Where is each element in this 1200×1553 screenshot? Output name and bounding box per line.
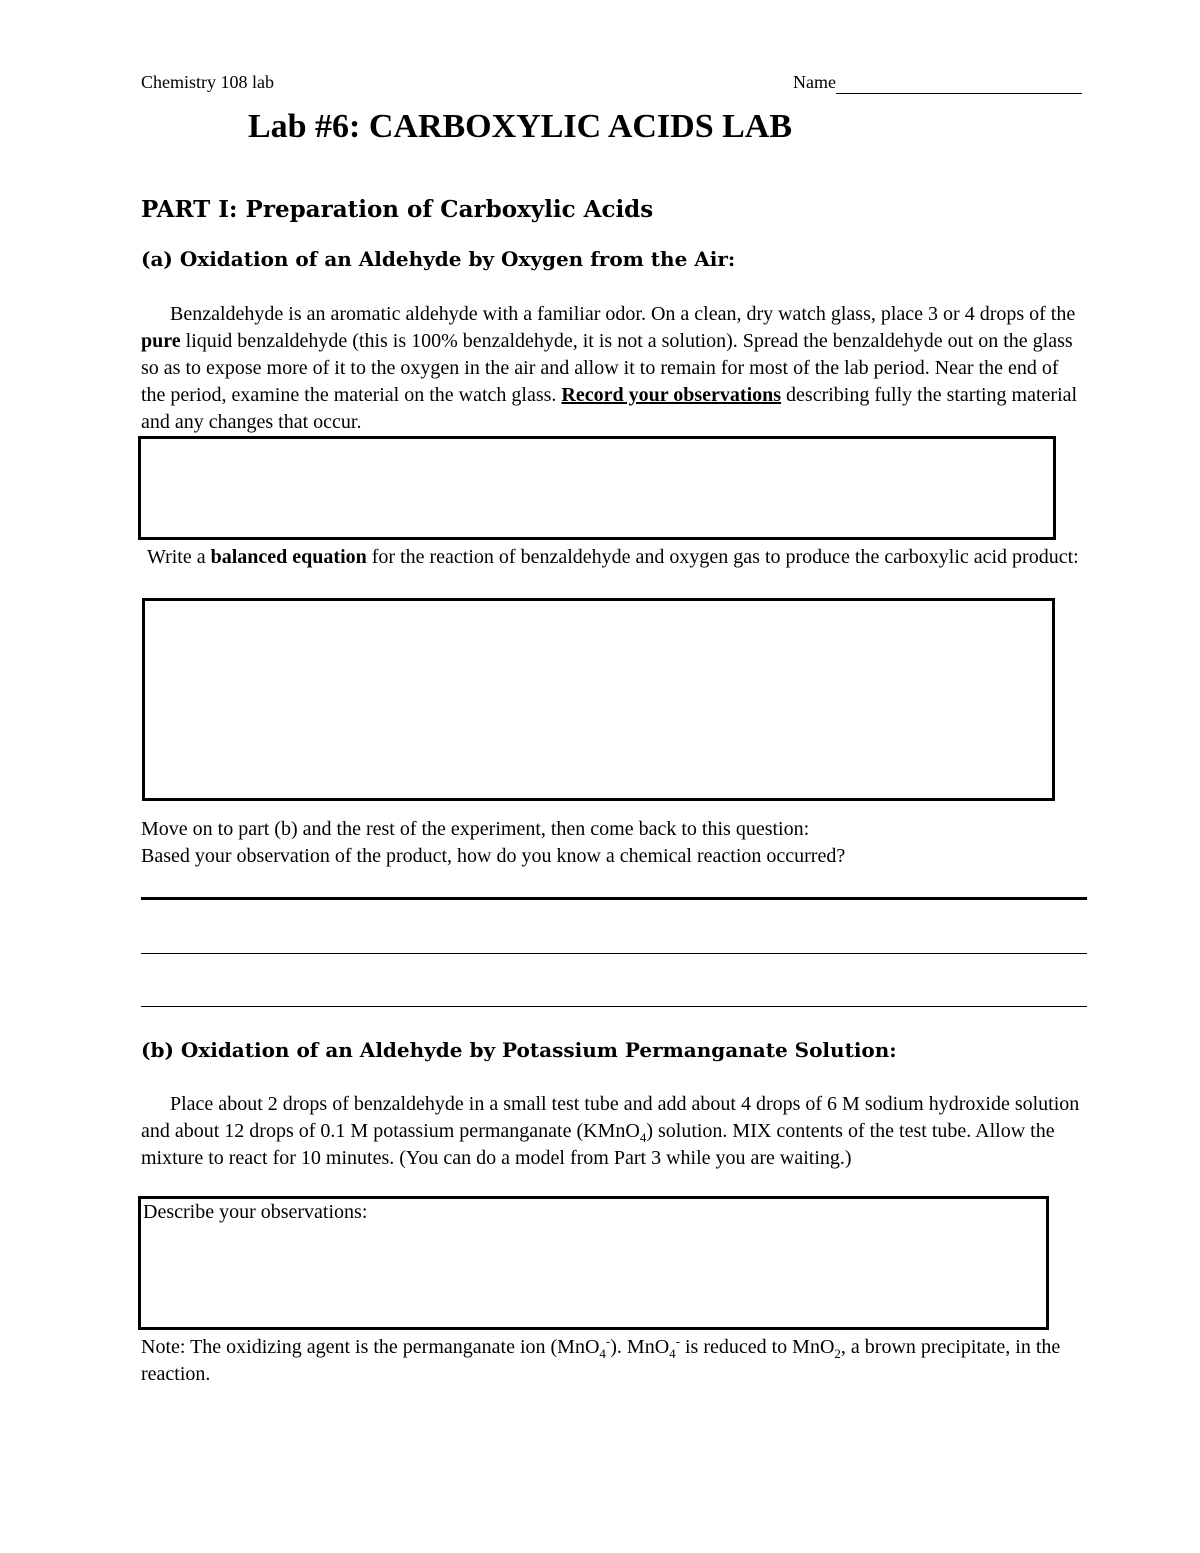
note-sup-2: - [675, 1333, 680, 1349]
instr-pure: pure [141, 330, 181, 352]
move-on-text: Move on to part (b) and the rest of the experiment, then come back to this question: [141, 818, 810, 840]
note-sub-2: 4 [669, 1346, 676, 1361]
note-part-3: is reduced to MnO [679, 1336, 835, 1358]
equation-answer-box[interactable] [142, 598, 1055, 801]
instr-text-1: Benzaldehyde is an aromatic aldehyde with a familiar odor. On a clean, dry watch glass, place 3 or 4 drops of the [170, 303, 1076, 325]
answer-line-1[interactable] [141, 897, 1087, 900]
equation-prompt [141, 544, 1086, 571]
instr-text-3: describing fully the starting material and any changes that occur. [141, 384, 1078, 433]
reaction-question: Based your observation of the product, how do you know a chemical reaction occurred? [141, 845, 846, 867]
note-part-2: ). MnO [610, 1336, 670, 1358]
course-label: Chemistry 108 lab [141, 72, 274, 92]
note-sub-3: 2 [834, 1346, 841, 1361]
name-field[interactable] [793, 70, 1082, 94]
section-b-instructions [141, 1091, 1086, 1172]
note-sup-1: - [605, 1333, 611, 1349]
answer-line-3[interactable] [141, 1006, 1087, 1007]
page-title: Lab #6: CARBOXYLIC ACIDS LAB [247, 108, 793, 145]
note-part-4: , a brown precipitate, in the reaction. [141, 1336, 1061, 1385]
section-b-title: (b) Oxidation of an Aldehyde by Potassium Permanganate Solution: [141, 1038, 897, 1062]
describe-observations-label: Describe your observations: [143, 1201, 368, 1223]
b-instr-text-1: Place about 2 drops of benzaldehyde in a small test tube and add about 4 drops of 6 M sodium hydroxide solution and about 12 drops of 0.1 M potassium permanganate (KMnO [141, 1093, 1080, 1142]
note-part-1: Note: The oxidizing agent is the permanganate ion (MnO [141, 1336, 600, 1358]
section-a-title: (a) Oxidation of an Aldehyde by Oxygen from the Air: [141, 247, 736, 271]
eq-balanced-equation: balanced equation [210, 546, 367, 568]
observations-answer-box[interactable] [138, 436, 1056, 540]
name-blank-line[interactable] [836, 73, 1082, 94]
note-sub-1: 4 [599, 1346, 606, 1361]
instr-record-observations: Record your observations [561, 384, 782, 406]
b-instr-text-2: ) solution. MIX contents of the test tube. Allow the mixture to react for 10 minutes. (You can do a model from Part 3 while you are waiting.) [141, 1120, 1055, 1169]
describe-observations-box[interactable] [138, 1196, 1049, 1330]
eq-text-2: for the reaction of benzaldehyde and oxygen gas to produce the carboxylic acid product: [366, 546, 1079, 568]
b-instr-sub: 4 [639, 1130, 647, 1145]
section-a-instructions [141, 301, 1086, 436]
answer-line-2[interactable] [141, 953, 1087, 954]
instr-text-2: liquid benzaldehyde (this is 100% benzaldehyde, it is not a solution). Spread the benzaldehyde out on the glass so as to expose more of it to the oxygen in the air and allow it to remain for most of the lab period. Near the end of the period, examine the material on the watch glass. [141, 330, 1073, 406]
eq-text-1: Write a [147, 546, 211, 568]
note-text [141, 1334, 1086, 1388]
part-title: PART I: Preparation of Carboxylic Acids [141, 196, 654, 223]
name-label: Name [793, 72, 836, 92]
